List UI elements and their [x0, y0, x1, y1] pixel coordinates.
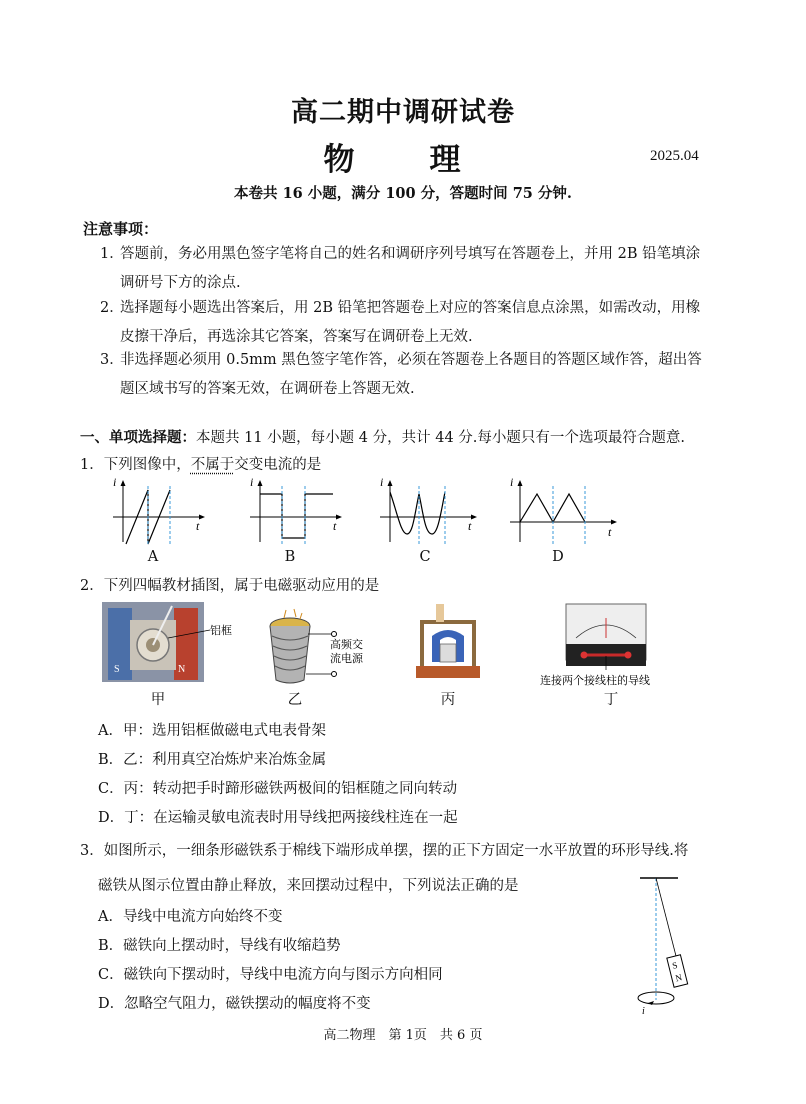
question-3-line2: 磁铁从图示位置由静止释放，来回摆动过程中，下列说法正确的是 [98, 878, 519, 894]
question-num: 1． [80, 457, 104, 473]
graph-d [510, 475, 617, 544]
axis-label-i: i [113, 475, 117, 489]
q2-option-d: D．丁：在运输灵敏电流表时用导线把两接线柱连在一起 [98, 810, 458, 826]
axis-label-i: i [380, 475, 384, 489]
exam-date: 2025.04 [650, 148, 699, 164]
q3-option-c: C．磁铁向下摆动时，导线中电流方向与图示方向相同 [98, 967, 443, 983]
ding-note: 连接两个接线柱的导线 [540, 675, 650, 687]
exam-info: 本卷共 16 小题，满分 100 分，答题时间 75 分钟. [234, 185, 572, 202]
notice-line: 选择题每小题选出答案后，用 2B 铅笔把答题卷上对应的答案信息点涂黑，如需改动，用橡 [120, 300, 701, 316]
magnet-n: N [674, 972, 684, 984]
q3-option-d: D．忽略空气阻力，磁铁摆动的幅度将不变 [98, 996, 371, 1012]
emphasis-text: 不属于 [190, 457, 235, 473]
q3-option-b: B．磁铁向上摆动时，导线有收缩趋势 [98, 938, 341, 954]
question-3 [80, 839, 730, 860]
question-1 [80, 453, 730, 474]
notice-line: 皮擦干净后，再选涂其它答案，答案写在调研卷上无效. [120, 329, 473, 345]
figure-jia [100, 600, 240, 684]
section-text: 本题共 11 小题，每小题 4 分，共计 44 分.每小题只有一个选项最符合题意. [196, 430, 685, 446]
question-text: 下列四幅教材插图，属于电磁驱动应用的是 [103, 578, 380, 594]
question-text: 交变电流的是 [234, 457, 322, 473]
question-num: 2． [80, 578, 104, 594]
q2-option-b: B．乙：利用真空冶炼炉来冶炼金属 [98, 752, 327, 768]
notice-line: 非选择题必须用 0.5mm 黑色签字笔作答，必须在答题卷上各题目的答题区域作答，超出答 [120, 352, 702, 368]
figure-label-bing: 丙 [440, 692, 456, 708]
question-2 [80, 574, 730, 595]
notice-num: 1． [100, 246, 124, 262]
figure-ding [540, 598, 680, 688]
magnet-pole-s: S [114, 664, 120, 675]
axis-label-i: i [510, 475, 514, 489]
graph-label-d: D [552, 549, 564, 565]
notice-line: 答题前，务必用黑色签字笔将自己的姓名和调研序列号填写在答题卷上，并用 2B 铅笔填涂 [120, 246, 701, 262]
axis-label-t: t [333, 519, 337, 533]
question-text: 下列图像中， [103, 457, 191, 473]
question-text: 如图所示，一细条形磁铁系于棉线下端形成单摆，摆的正下方固定一水平放置的环形导线.将 [103, 843, 689, 859]
question-num: 3． [80, 843, 104, 859]
notice-item-2 [100, 294, 730, 352]
current-label: i [642, 1006, 645, 1017]
paper-title: 高二期中调研试卷 [291, 97, 515, 128]
magnet-s: S [671, 959, 679, 971]
axis-label-t: t [196, 519, 200, 533]
q2-option-a: A．甲：选用铝框做磁电式电表骨架 [98, 723, 326, 739]
pendulum-figure [630, 872, 690, 1018]
graph-b [250, 475, 342, 544]
section-label: 一、单项选择题： [80, 429, 196, 446]
figure-label-yi: 乙 [287, 692, 303, 708]
jia-note: 铝框 [210, 625, 232, 637]
notice-num: 2． [100, 300, 124, 316]
q1-graphs [100, 472, 640, 552]
figure-yi [262, 604, 372, 688]
figure-label-ding: 丁 [603, 692, 619, 708]
graph-a [113, 475, 205, 546]
section-heading [80, 426, 685, 447]
subject-title: 物 理 [323, 142, 483, 178]
magnet-pole-n: N [178, 664, 186, 675]
notice-item-1 [100, 240, 730, 298]
graph-c [380, 475, 477, 544]
yi-note-2: 流电源 [330, 653, 363, 665]
axis-label-t: t [608, 525, 612, 539]
notice-line: 题区域书写的答案无效，在调研卷上答题无效. [120, 381, 415, 397]
q2-option-c: C．丙：转动把手时蹄形磁铁两极间的铝框随之同向转动 [98, 781, 458, 797]
graph-label-c: C [419, 549, 431, 565]
figure-bing [410, 600, 490, 682]
notice-item-3 [100, 346, 730, 404]
q3-option-a: A．导线中电流方向始终不变 [98, 909, 283, 925]
yi-note-1: 高频交 [330, 639, 363, 651]
notice-line: 调研号下方的涂点. [120, 275, 241, 291]
page-footer: 高二物理 第 1页 共 6 页 [323, 1028, 483, 1043]
axis-label-i: i [250, 475, 254, 489]
notice-num: 3． [100, 352, 124, 368]
graph-label-b: B [284, 549, 296, 565]
figure-label-jia: 甲 [150, 692, 166, 708]
notice-heading: 注意事项： [83, 220, 159, 238]
graph-label-a: A [147, 549, 159, 565]
axis-label-t: t [468, 519, 472, 533]
